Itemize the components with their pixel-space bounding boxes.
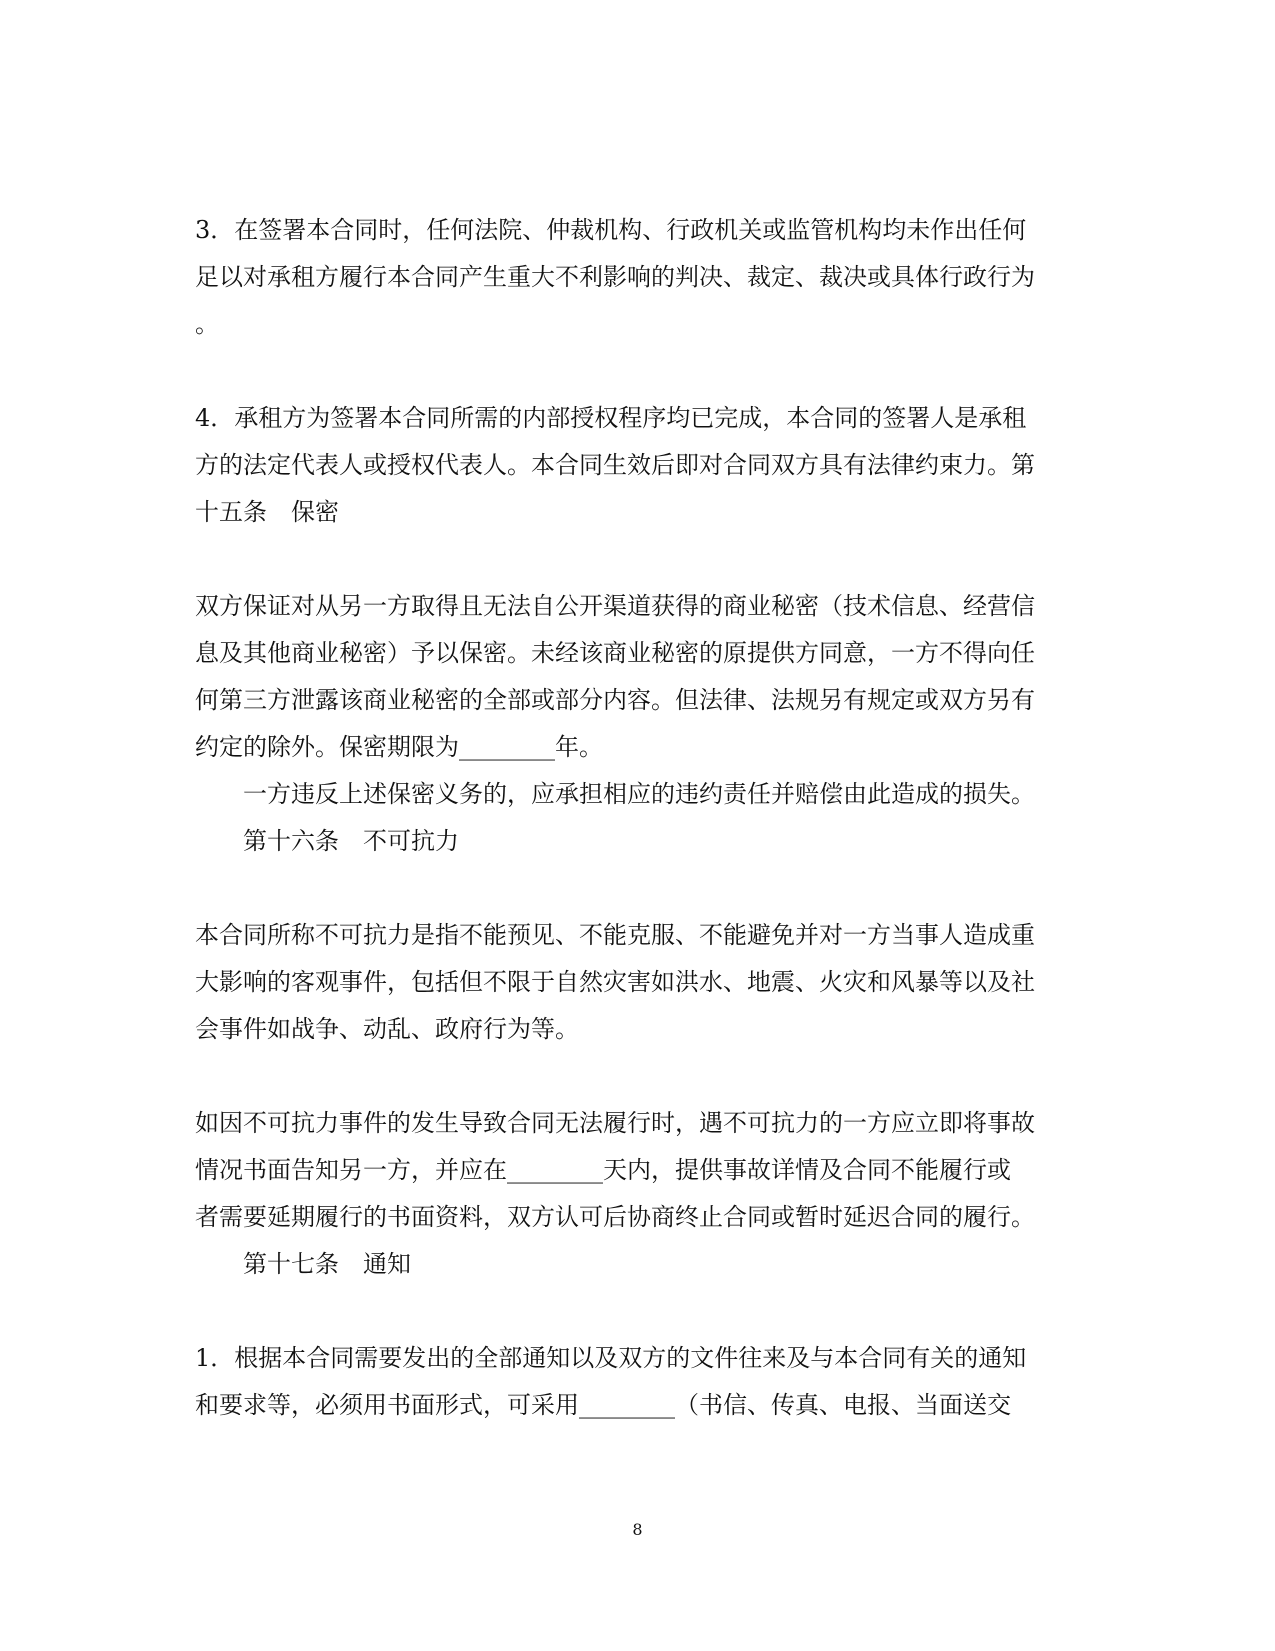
confidentiality-paragraph-line-3: 何第三方泄露该商业秘密的全部或部分内容。但法律、法规另有规定或双方另有 [195, 686, 1035, 714]
force-majeure-definition-line-2: 大影响的客观事件，包括但不限于自然灾害如洪水、地震、火灾和风暴等以及社 [195, 968, 1035, 996]
clause-14-item-4-line-2: 方的法定代表人或授权代表人。本合同生效后即对合同双方具有法律约束力。第 [195, 451, 1035, 479]
confidentiality-paragraph-line-1: 双方保证对从另一方取得且无法自公开渠道获得的商业秘密（技术信息、经营信 [195, 592, 1035, 620]
clause-14-item-3-line-3: 。 [195, 310, 219, 338]
clause-17-item-1-line-2: 和要求等，必须用书面形式，可采用________（书信、传真、电报、当面送交 [195, 1391, 1011, 1419]
clause-14-item-4-line-1: 4．承租方为签署本合同所需的内部授权程序均已完成，本合同的签署人是承租 [195, 404, 1027, 432]
force-majeure-notice-line-3: 者需要延期履行的书面资料，双方认可后协商终止合同或暂时延迟合同的履行。 [195, 1203, 1035, 1231]
force-majeure-definition-line-1: 本合同所称不可抗力是指不能预见、不能克服、不能避免并对一方当事人造成重 [195, 921, 1035, 949]
page-number: 8 [632, 1520, 643, 1539]
clause-17-heading: 第十七条 通知 [243, 1250, 411, 1278]
force-majeure-notice-line-2: 情况书面告知另一方，并应在________天内，提供事故详情及合同不能履行或 [195, 1156, 1011, 1184]
clause-16-heading: 第十六条 不可抗力 [243, 827, 459, 855]
force-majeure-definition-line-3: 会事件如战争、动乱、政府行为等。 [195, 1015, 579, 1043]
clause-15-heading: 十五条 保密 [195, 498, 339, 526]
clause-14-item-3-line-2: 足以对承租方履行本合同产生重大不利影响的判决、裁定、裁决或具体行政行为 [195, 263, 1035, 291]
clause-14-item-3-line-1: 3．在签署本合同时，任何法院、仲裁机构、行政机关或监管机构均未作出任何 [195, 216, 1027, 244]
confidentiality-breach-line: 一方违反上述保密义务的，应承担相应的违约责任并赔偿由此造成的损失。 [243, 780, 1035, 808]
confidentiality-paragraph-line-2: 息及其他商业秘密）予以保密。未经该商业秘密的原提供方同意，一方不得向任 [195, 639, 1035, 667]
confidentiality-paragraph-line-4: 约定的除外。保密期限为________年。 [195, 733, 603, 761]
clause-17-item-1-line-1: 1．根据本合同需要发出的全部通知以及双方的文件往来及与本合同有关的通知 [195, 1344, 1027, 1372]
force-majeure-notice-line-1: 如因不可抗力事件的发生导致合同无法履行时，遇不可抗力的一方应立即将事故 [195, 1109, 1035, 1137]
